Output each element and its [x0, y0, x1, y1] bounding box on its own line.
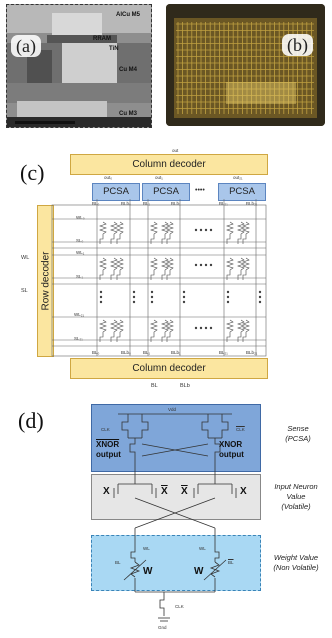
ellipsis-dot: [205, 264, 207, 266]
wl-label-1: WL₁: [76, 250, 85, 255]
clk-bottom-label: CLK: [175, 604, 184, 609]
bl-label-1: BL₁: [143, 201, 151, 206]
weight-title-line2: (Non Volatile): [273, 563, 319, 572]
sl-label-0: SL₀: [76, 238, 84, 243]
xnor-output-label: [219, 440, 244, 460]
ellipsis-dot: [227, 296, 229, 298]
sense-title: [268, 424, 328, 444]
row-decoder-label: Row decoder: [40, 251, 51, 311]
rram-cell: [100, 320, 106, 342]
ellipsis-dot: [183, 291, 185, 293]
column-decoder-bottom: Column decoder: [70, 358, 268, 379]
rram-cell: [227, 258, 233, 280]
rram-cell: [111, 222, 117, 244]
rram-cell: [117, 222, 123, 244]
bl-bar-right-label: $\overline{BL}$: [228, 560, 234, 565]
sl-label-21: SL₂₁: [74, 336, 83, 341]
rram-cell: [151, 222, 157, 244]
ellipsis-dot: [151, 301, 153, 303]
rram-cell: [167, 222, 173, 244]
bl-left-label: BL: [115, 560, 121, 565]
pcsa-ellipsis: ••••: [195, 187, 205, 194]
bottom-bl-label: BL: [151, 383, 158, 389]
rram-cell: [162, 222, 168, 244]
pcsa-block-1: PCSA: [142, 183, 190, 201]
gnd-label: Gnd: [158, 625, 167, 630]
wl-label-0: WL₀: [76, 215, 85, 220]
layer-label-rram: RRAM: [93, 36, 111, 42]
panel-b-chip-photo: [166, 4, 325, 126]
input-neuron-box: [91, 474, 261, 520]
rram-cell: [167, 258, 173, 280]
top-output-label: out: [172, 148, 179, 153]
ellipsis-dot: [133, 301, 135, 303]
rram-cell: [238, 258, 244, 280]
left-wl-label: WL: [21, 255, 30, 261]
rram-cell: [227, 320, 233, 342]
ellipsis-dot: [210, 229, 212, 231]
rram-cell: [162, 258, 168, 280]
bl-label-21: BL₂₁: [219, 201, 228, 206]
column-decoder-top: Column decoder: [70, 154, 268, 175]
ellipsis-dot: [227, 301, 229, 303]
x-bar-input-left: $\overline{X}$: [161, 486, 168, 497]
xnor-output-line1: XNOR: [219, 440, 243, 449]
weight-value-title: [262, 553, 330, 573]
ellipsis-dot: [151, 296, 153, 298]
rram-cell: [151, 258, 157, 280]
wl-right-label: WL: [199, 546, 206, 551]
weight-w-left: W: [143, 566, 153, 577]
rram-cell: [227, 222, 233, 244]
sense-title-line2: (PCSA): [285, 434, 311, 443]
ellipsis-dot: [205, 229, 207, 231]
ellipsis-dot: [100, 291, 102, 293]
panel-a-label: (a): [11, 35, 41, 57]
rram-cell: [243, 258, 249, 280]
rram-cell: [117, 258, 123, 280]
blb-label-21: BLb₂₁: [246, 201, 258, 206]
layer-label-cu-m4: Cu M4: [119, 67, 137, 73]
input-neuron-title: [262, 482, 330, 512]
output-label-0: out₀: [104, 175, 113, 180]
blb-label-1: BLb₁: [171, 201, 181, 206]
input-title-line1: Input Neuron: [274, 482, 318, 491]
clk-right-label: $\overline{CLK}$: [236, 427, 245, 432]
rram-cell: [243, 222, 249, 244]
bottom-blb-label-0: BLb₀: [121, 350, 131, 355]
ellipsis-dot: [210, 327, 212, 329]
ellipsis-dot: [195, 229, 197, 231]
bottom-bl-label-0: BL₀: [92, 350, 100, 355]
rram-cell: [243, 320, 249, 342]
ellipsis-dot: [205, 327, 207, 329]
vdd-label: Vdd: [168, 407, 177, 412]
rram-cell: [100, 258, 106, 280]
ellipsis-dot: [200, 327, 202, 329]
ellipsis-dot: [259, 296, 261, 298]
clk-left-label: CLK: [101, 427, 110, 432]
array-frame: [52, 205, 266, 356]
output-label-1: out₁: [155, 175, 163, 180]
layer-label-tin: TiN: [109, 46, 119, 52]
ellipsis-dot: [195, 327, 197, 329]
pcsa-block-0: PCSA: [92, 183, 140, 201]
ellipsis-dot: [259, 301, 261, 303]
sense-title-line1: Sense: [287, 424, 309, 433]
panel-b-label: (b): [282, 34, 313, 56]
xnor-output-line2: output: [219, 450, 244, 459]
ellipsis-dot: [200, 264, 202, 266]
rram-cell: [111, 320, 117, 342]
ellipsis-dot: [133, 291, 135, 293]
left-sl-label: SL: [21, 288, 28, 294]
x-input-left: X: [103, 486, 110, 497]
bottom-blb-label: BLb: [180, 383, 190, 389]
xnor-bar-output-line1: XNOR: [96, 440, 120, 449]
weight-w-right: W: [194, 566, 204, 577]
layer-label-alcu-m5: AlCu M5: [116, 12, 140, 18]
row-decoder: [37, 205, 54, 357]
ellipsis-dot: [200, 229, 202, 231]
bottom-blb-label-1: BLb₁: [171, 350, 181, 355]
rram-cell: [238, 222, 244, 244]
bottom-bl-label-21: BL₂₁: [219, 350, 228, 355]
wl-label-21: WL₂₁: [74, 312, 85, 317]
blb-label-0: BLb₀: [121, 201, 131, 206]
input-title-line3: (Volatile): [281, 502, 311, 511]
ellipsis-dot: [183, 296, 185, 298]
panel-a-sem-image: [6, 4, 152, 128]
ellipsis-dot: [133, 296, 135, 298]
x-input-right: X: [240, 486, 247, 497]
ellipsis-dot: [195, 264, 197, 266]
ellipsis-dot: [227, 291, 229, 293]
x-bar-input-right: $\overline{X}$: [181, 486, 188, 497]
xnor-bar-output-label: [96, 440, 121, 460]
panel-d-label: (d): [18, 408, 44, 433]
ellipsis-dot: [259, 291, 261, 293]
ellipsis-dot: [183, 301, 185, 303]
output-label-21: out₂₁: [233, 175, 243, 180]
layer-label-cu-m3: Cu M3: [119, 111, 137, 117]
ellipsis-dot: [100, 296, 102, 298]
rram-cell: [167, 320, 173, 342]
sense-pcsa-box: [91, 404, 261, 472]
weight-title-line1: Weight Value: [273, 553, 319, 562]
sem-cross-section-graphic: [7, 5, 151, 127]
rram-cell: [117, 320, 123, 342]
input-title-line2: Value: [286, 492, 306, 501]
panel-c-label: (c): [20, 160, 45, 185]
rram-cell: [100, 222, 106, 244]
chip-photo-graphic: [166, 4, 325, 126]
rram-cell: [111, 258, 117, 280]
rram-cell: [162, 320, 168, 342]
wl-left-label: WL: [143, 546, 150, 551]
ellipsis-dot: [100, 301, 102, 303]
rram-cell: [151, 320, 157, 342]
bl-label-0: BL₀: [92, 201, 100, 206]
sl-label-1: SL₁: [76, 274, 84, 279]
bottom-bl-label-1: BL₁: [143, 350, 151, 355]
pcsa-block-21: PCSA: [218, 183, 266, 201]
xnor-bar-output-line2: output: [96, 450, 121, 459]
rram-cell: [238, 320, 244, 342]
ellipsis-dot: [151, 291, 153, 293]
bottom-blb-label-21: BLb₂₁: [246, 350, 258, 355]
ellipsis-dot: [210, 264, 212, 266]
